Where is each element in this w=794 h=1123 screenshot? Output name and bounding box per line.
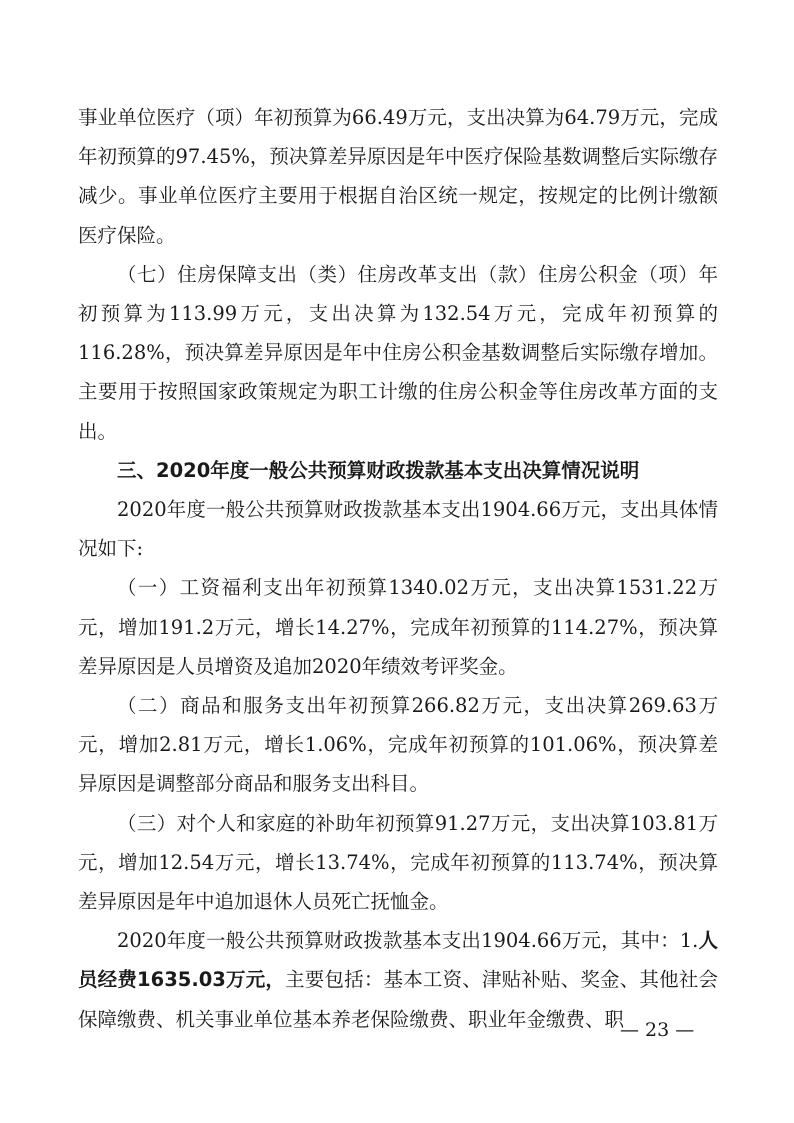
personnel-cost-amount: 人员经费1635.03万元， xyxy=(78,929,718,992)
body-text xyxy=(78,98,718,1039)
paragraph-housing-fund: （七）住房保障支出（类）住房改革支出（款）住房公积金（项）年初预算为113.99万元，支出决算为132.54万元，完成年初预算的116.28%，预决算差异原因是年中住房公积金基数调整后实际缴存增加。主要用于按照国家政策规定为职工计缴的住房公积金等住房改革方面的支出。 xyxy=(78,262,718,443)
paragraph-basic-expenditure-total: 2020年度一般公共预算财政拨款基本支出1904.66万元，支出具体情况如下: xyxy=(78,498,718,561)
paragraph-goods-services: （二）商品和服务支出年初预算266.82万元，支出决算269.63万元，增加2.81万元，增长1.06%，完成年初预算的101.06%，预决算差异原因是调整部分商品和服务支出科目。 xyxy=(78,694,718,796)
page-number: — 23 — xyxy=(620,1019,695,1041)
section-heading-basic-expenditure: 三、2020年度一般公共预算财政拨款基本支出决算情况说明 xyxy=(117,458,640,482)
personnel-cost-details: 主要包括：基本工资、津贴补贴、奖金、其他社会保障缴费、机关事业单位基本养老保险缴费、职业年金缴费、职 xyxy=(78,968,718,1031)
paragraph-medical-insurance: 事业单位医疗（项）年初预算为66.49万元，支出决算为64.79万元，完成年初预算的97.45%，预决算差异原因是年中医疗保险基数调整后实际缴存减少。事业单位医疗主要用于根据自治区统一规定，按规定的比例计缴额医疗保险。 xyxy=(78,106,718,247)
paragraph-wage-welfare: （一）工资福利支出年初预算1340.02万元，支出决算1531.22万元，增加191.2万元，增长14.27%，完成年初预算的114.27%，预决算差异原因是人员增资及追加2020年绩效考评奖金。 xyxy=(78,576,718,678)
paragraph-household-subsidy: （三）对个人和家庭的补助年初预算91.27万元，支出决算103.81万元，增加12.54万元，增长13.74%，完成年初预算的113.74%，预决算差异原因是年中追加退休人员死亡抚恤金。 xyxy=(78,811,718,914)
personnel-cost-intro: 2020年度一般公共预算财政拨款基本支出1904.66万元，其中：1. xyxy=(117,929,699,953)
